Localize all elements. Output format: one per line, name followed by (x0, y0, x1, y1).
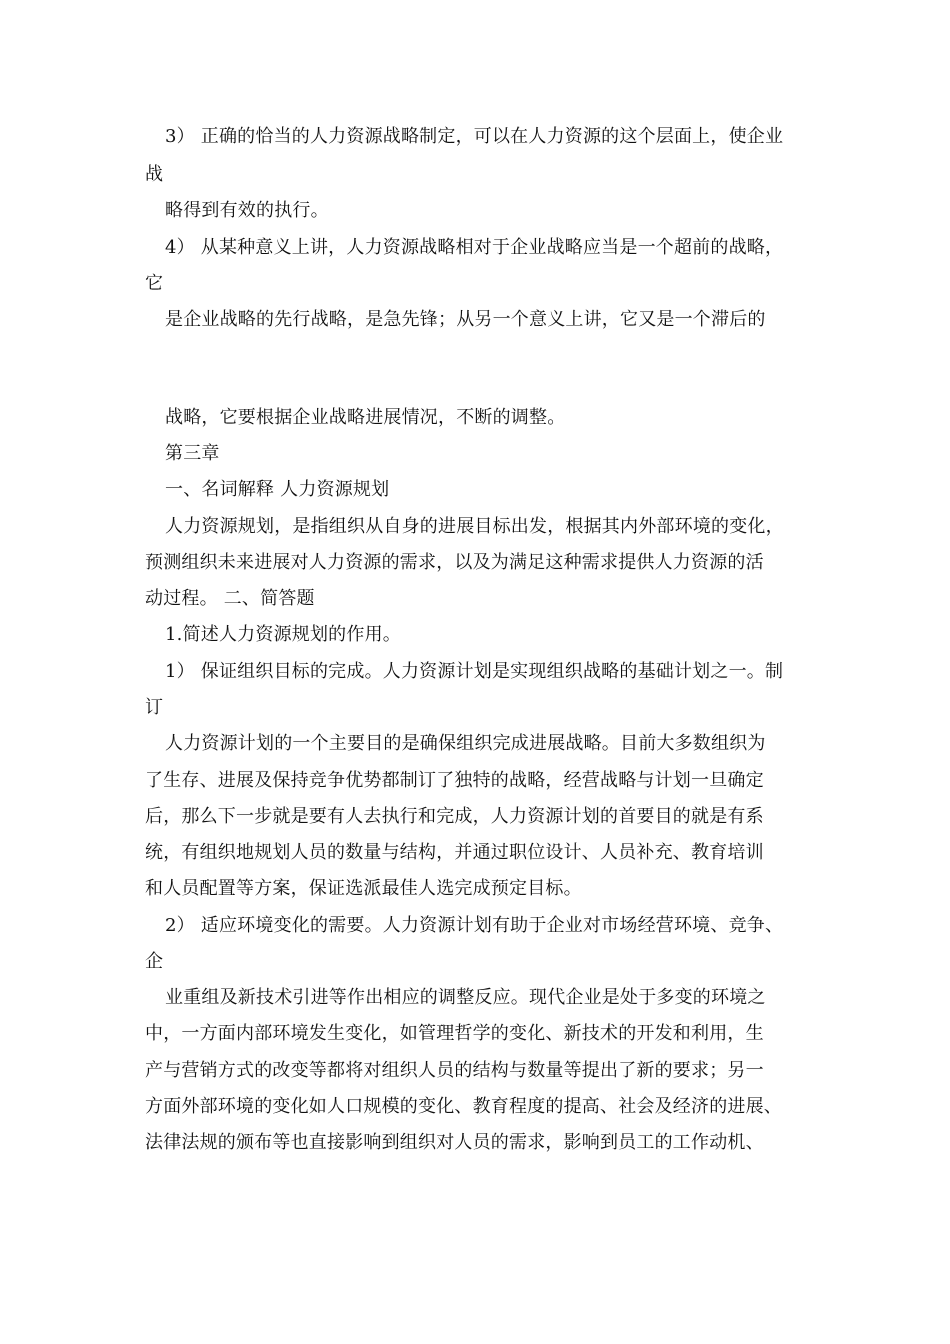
text-line: 业重组及新技术引进等作出相应的调整反应。现代企业是处于多变的环境之 (165, 987, 766, 1008)
text-line: 和人员配置等方案，保证选派最佳人选完成预定目标。 (145, 878, 582, 899)
text-line: 方面外部环境的变化如人口规模的变化、教育程度的提高、社会及经济的进展、 (145, 1096, 782, 1117)
text-line: 是企业战略的先行战略，是急先锋；从另一个意义上讲，它又是一个滞后的 (165, 309, 766, 330)
text-line: 企 (145, 951, 164, 972)
text-line: 产与营销方式的改变等都将对组织人员的结构与数量等提出了新的要求；另一 (145, 1060, 764, 1081)
text-line: 统，有组织地规划人员的数量与结构，并通过职位设计、人员补充、教育培训 (145, 842, 764, 863)
text-line: 战 (145, 164, 164, 185)
text-line: 3） 正确的恰当的人力资源战略制定，可以在人力资源的这个层面上，使企业 (165, 126, 784, 147)
text-line: 4） 从某种意义上讲，人力资源战略相对于企业战略应当是一个超前的战略， (165, 237, 784, 258)
section-heading: 一、名词解释 人力资源规划 (165, 479, 390, 500)
text-line: 中，一方面内部环境发生变化，如管理哲学的变化、新技术的开发和利用，生 (145, 1023, 764, 1044)
text-line: 它 (145, 273, 164, 294)
chapter-heading: 第三章 (165, 443, 220, 464)
text-line: 预测组织未来进展对人力资源的需求，以及为满足这种需求提供人力资源的活 (145, 552, 764, 573)
text-line: 了生存、进展及保持竞争优势都制订了独特的战略，经营战略与计划一旦确定 (145, 770, 764, 791)
text-line: 战略，它要根据企业战略进展情况，不断的调整。 (165, 407, 566, 428)
text-line: 人力资源计划的一个主要目的是确保组织完成进展战略。目前大多数组织为 (165, 733, 766, 754)
text-line: 1） 保证组织目标的完成。人力资源计划是实现组织战略的基础计划之一。制 (165, 661, 784, 682)
text-line: 后，那么下一步就是要有人去执行和完成，人力资源计划的首要目的就是有系 (145, 806, 764, 827)
text-line: 人力资源规划，是指组织从自身的进展目标出发，根据其内外部环境的变化， (165, 516, 784, 537)
text-line: 2） 适应环境变化的需要。人力资源计划有助于企业对市场经营环境、竞争、 (165, 915, 784, 936)
text-line: 动过程。 二、简答题 (145, 588, 315, 609)
text-line: 法律法规的颁布等也直接影响到组织对人员的需求，影响到员工的工作动机、 (145, 1132, 764, 1153)
text-line: 订 (145, 697, 164, 718)
text-line: 略得到有效的执行。 (165, 200, 329, 221)
text-line: 1.简述人力资源规划的作用。 (165, 624, 401, 645)
